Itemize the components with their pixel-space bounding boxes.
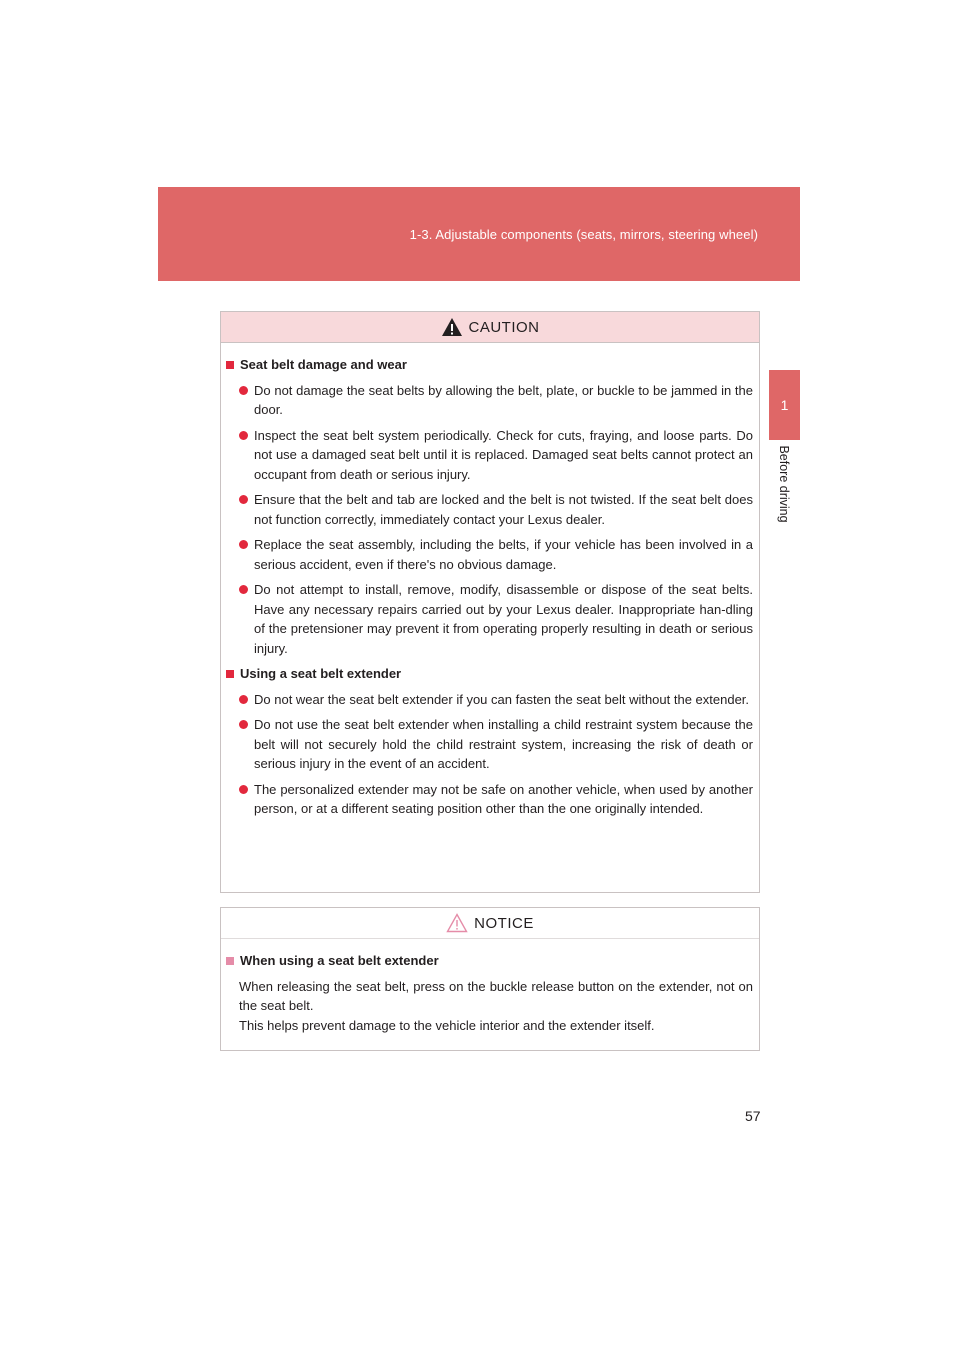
header-band	[158, 187, 800, 281]
warning-triangle-icon	[441, 317, 463, 337]
list-item: Do not attempt to install, remove, modify, disassemble or dispose of the seat belts. Have any necessary repairs carried out by your Lexus dealer. Inappropriate han-dling of the pretensioner may prevent it from operating properly resulting in death or serious injury.	[239, 580, 753, 658]
notice-content	[221, 939, 759, 1035]
caution-content	[221, 343, 759, 819]
section-heading: When using a seat belt extender	[226, 951, 753, 971]
list-item: Do not wear the seat belt extender if you can fasten the seat belt without the extender.	[239, 690, 753, 710]
list-item: Do not damage the seat belts by allowing the belt, plate, or buckle to be jammed in the door.	[239, 381, 753, 420]
list-item: Do not use the seat belt extender when installing a child restraint system because the belt will not securely hold the child restraint system, increasing the risk of death or serious injury in the event of an accident.	[239, 715, 753, 774]
page-number: 57	[745, 1108, 761, 1124]
chapter-label: Before driving	[777, 445, 791, 523]
chapter-number: 1	[780, 397, 789, 413]
list-item: Replace the seat assembly, including the belts, if your vehicle has been involved in a serious accident, even if there's no obvious damage.	[239, 535, 753, 574]
notice-line: When releasing the seat belt, press on the buckle release button on the extender, not on the seat belt.	[239, 978, 753, 1013]
bullet-dot-icon	[239, 585, 248, 594]
bullet-dot-icon	[239, 540, 248, 549]
square-bullet-icon	[226, 957, 234, 965]
caution-heading: CAUTION	[468, 318, 540, 336]
section-heading: Seat belt damage and wear	[226, 355, 753, 375]
square-bullet-icon	[226, 670, 234, 678]
notice-body	[239, 977, 753, 1036]
section-heading: Using a seat belt extender	[226, 664, 753, 684]
bullet-dot-icon	[239, 431, 248, 440]
list-item: Inspect the seat belt system periodically. Check for cuts, fraying, and loose parts. Do not use a damaged seat belt until it is replaced. Damaged seat belts cannot protect an occupant from death or serious injury.	[239, 426, 753, 485]
list-item: The personalized extender may not be safe on another vehicle, when used by another person, or at a different seating position other than the one originally intended.	[239, 780, 753, 819]
bullet-dot-icon	[239, 695, 248, 704]
bullet-dot-icon	[239, 720, 248, 729]
chapter-tab	[769, 370, 800, 440]
notice-box	[220, 907, 760, 1051]
warning-triangle-outline-icon	[446, 913, 468, 933]
caution-box	[220, 311, 760, 893]
bullet-dot-icon	[239, 495, 248, 504]
bullet-dot-icon	[239, 785, 248, 794]
caution-header	[221, 312, 759, 343]
notice-line: This helps prevent damage to the vehicle interior and the extender itself.	[239, 1017, 655, 1033]
notice-heading: NOTICE	[474, 914, 534, 932]
list-item: Ensure that the belt and tab are locked and the belt is not twisted. If the seat belt does not function correctly, immediately contact your Lexus dealer.	[239, 490, 753, 529]
bullet-dot-icon	[239, 386, 248, 395]
section-title: 1-3. Adjustable components (seats, mirrors, steering wheel)	[409, 227, 758, 242]
notice-header	[221, 908, 759, 939]
square-bullet-icon	[226, 361, 234, 369]
